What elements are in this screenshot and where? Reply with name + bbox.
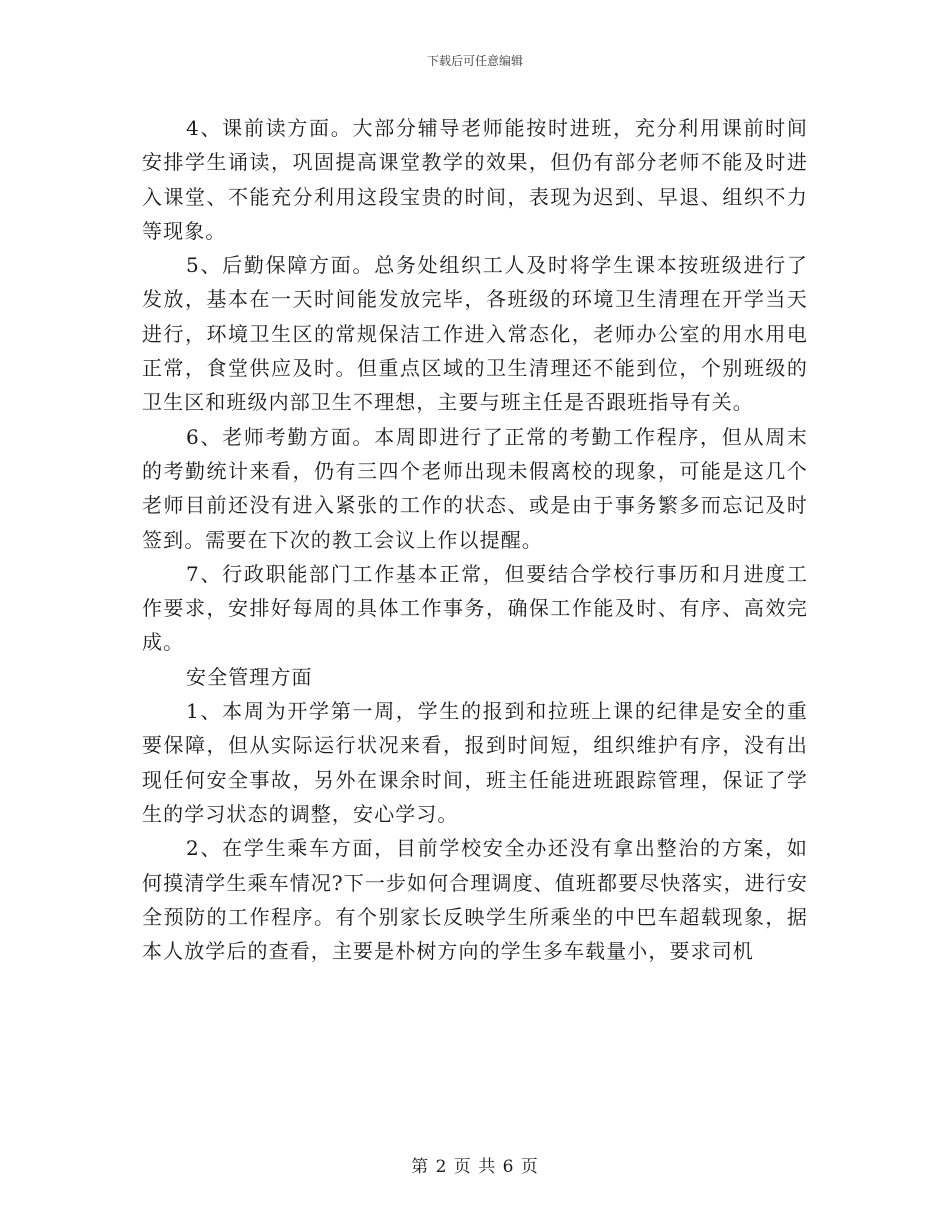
paragraph-2: 5、后勤保障方面。总务处组织工人及时将学生课本按班级进行了发放，基本在一天时间能发放完毕，各班级的环境卫生清理在开学当天进行，环境卫生区的常规保洁工作进入常态化，老师办公室的用水用电正常，食堂供应及时。但重点区域的卫生清理还不能到位，个别班级的卫生区和班级内部卫生不理想，主要与班主任是否跟班指导有关。: [142, 253, 808, 415]
paragraph-1: 4、课前读方面。大部分辅导老师能按时进班，充分利用课前时间安排学生诵读，巩固提高课堂教学的效果，但仍有部分老师不能及时进入课堂、不能充分利用这段宝贵的时间，表现为迟到、早退、组织不力等现象。: [142, 116, 808, 243]
paragraph-6: 2、在学生乘车方面，目前学校安全办还没有拿出整治的方案，如何摸清学生乘车情况?下一步如何合理调度、值班都要尽快落实，进行安全预防的工作程序。有个别家长反映学生所乘坐的中巴车超载现象，据本人放学后的查看，主要是朴树方向的学生多车载量小，要求司机: [142, 836, 808, 964]
paragraph-5: 1、本周为开学第一周，学生的报到和拉班上课的纪律是安全的重要保障，但从实际运行状况来看，报到时间短，组织维护有序，没有出现任何安全事故，另外在课余时间，班主任能进班跟踪管理，保证了学生的学习状态的调整，安心学习。: [142, 699, 808, 826]
paragraph-3: 6、老师考勤方面。本周即进行了正常的考勤工作程序，但从周末的考勤统计来看，仍有三四个老师出现未假离校的现象，可能是这几个老师目前还没有进入紧张的工作的状态、或是由于事务繁多而忘记及时签到。需要在下次的教工会议上作以提醒。: [142, 424, 808, 552]
section-heading: 安全管理方面: [186, 664, 313, 689]
page-footer: 第 2 页 共 6 页: [411, 1157, 539, 1177]
page-header: 下载后可任意编辑: [426, 54, 523, 68]
document-body: [142, 111, 808, 968]
paragraph-4: 7、行政职能部门工作基本正常，但要结合学校行事历和月进度工作要求，安排好每周的具体工作事务，确保工作能及时、有序、高效完成。: [142, 561, 808, 655]
